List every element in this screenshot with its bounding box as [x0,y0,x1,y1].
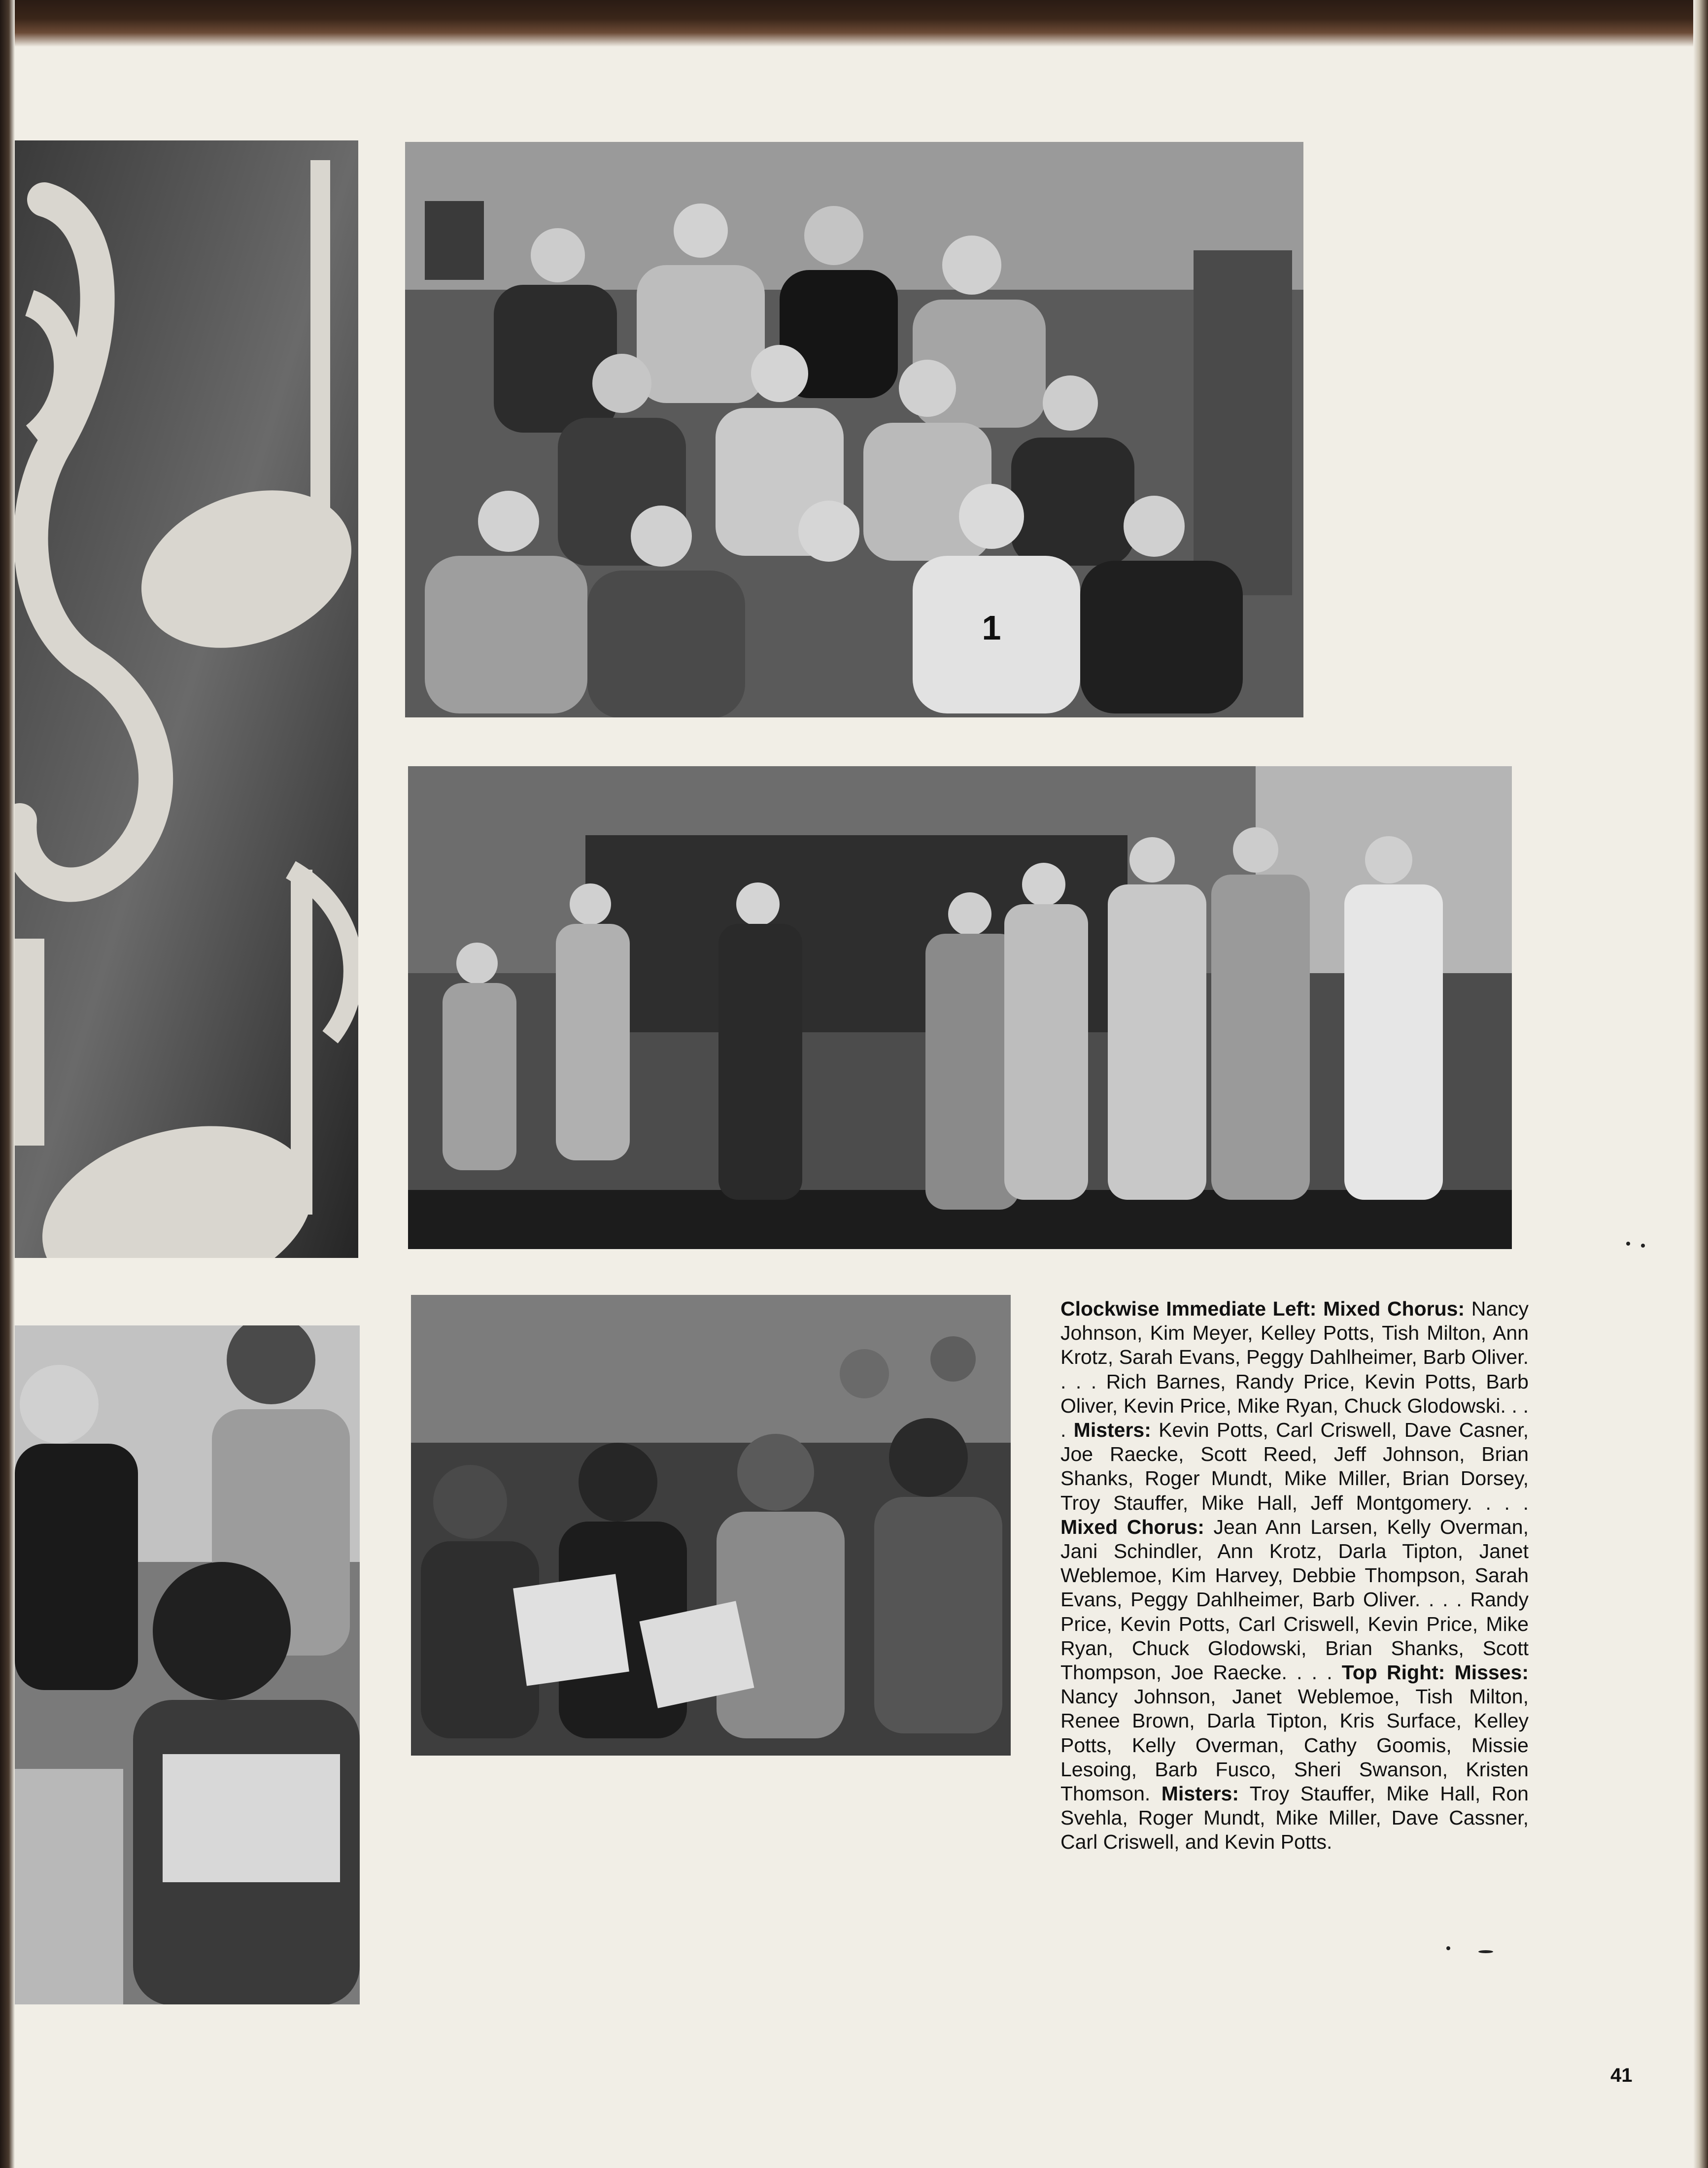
page-binding-edge [0,0,15,2168]
treble-clef-and-note-icon [15,140,358,1258]
caption-heading-clockwise: Clockwise Immediate Left: Mixed Chorus: [1060,1297,1465,1320]
caption-names-5: Troy Stauffer, Mike Hall, Ron Svehla, Roger Mundt, Mike Miller, Dave Cassner, Carl Criswell, and Kevin Potts. [1060,1782,1529,1854]
speck [1478,1950,1493,1953]
caption-names-1: Nancy Johnson, Kim Meyer, Kelley Potts, Tish Milton, Ann Krotz, Sarah Evans, Peggy Dahlheimer, Barb Oliver. . . . Rich Barnes, Randy Price, Kevin Potts, Barb Oliver, Kevin Price, Mike Ryan, Chuck Glodowski. . . . [1060,1297,1529,1442]
speck [1626,1242,1630,1246]
photo-caption [1060,1297,1529,1855]
chorus-singing-photo [411,1295,1011,1756]
speck [1446,1946,1450,1950]
boys-standing-photo [408,766,1512,1249]
caption-heading-misters: Misters: [1073,1419,1151,1442]
caption-names-4: Nancy Johnson, Janet Weblemoe, Tish Milton, Renee Brown, Darla Tipton, Kris Surface, Kelley Potts, Kelly Overman, Cathy Goomis, Missie Lesoing, Barb Fusco, Sheri Swanson, Kristen Thomson. [1060,1685,1529,1805]
speck [1641,1244,1645,1248]
music-notes-graphic [15,140,358,1258]
caption-heading-misters-2: Misters: [1161,1782,1239,1805]
boys-rehearsal-photo [15,1325,360,2004]
caption-names-3: Jean Ann Larsen, Kelly Overman, Jani Schindler, Ann Krotz, Darla Tipton, Janet Weblemoe, Kim Harvey, Debbie Thompson, Sarah Evans, Peggy Dahlheimer, Barb Oliver. . . . Randy Price, Kevin Potts, Carl Criswell, Kevin Price, Mike Ryan, Chuck Glodowski, Brian Shanks, Scott Thompson, Joe Raecke. . . . [1060,1515,1529,1684]
caption-heading-top-right: Top Right: Misses: [1341,1661,1529,1684]
caption-heading-mixed-chorus: Mixed Chorus: [1060,1515,1204,1538]
torn-page-edge [0,0,1708,47]
caption-names-2: Kevin Potts, Carl Criswell, Dave Casner, Joe Raecke, Scott Reed, Jeff Johnson, Brian Shanks, Roger Mundt, Mike Miller, Brian Dorsey, Troy Stauffer, Mike Hall, Jeff Montgomery. . . . [1060,1419,1529,1514]
page-number: 41 [1610,2065,1633,2086]
jersey-number: 1 [982,609,1001,647]
page-right-edge [1693,0,1708,2168]
girls-chorus-group-photo [405,142,1303,717]
